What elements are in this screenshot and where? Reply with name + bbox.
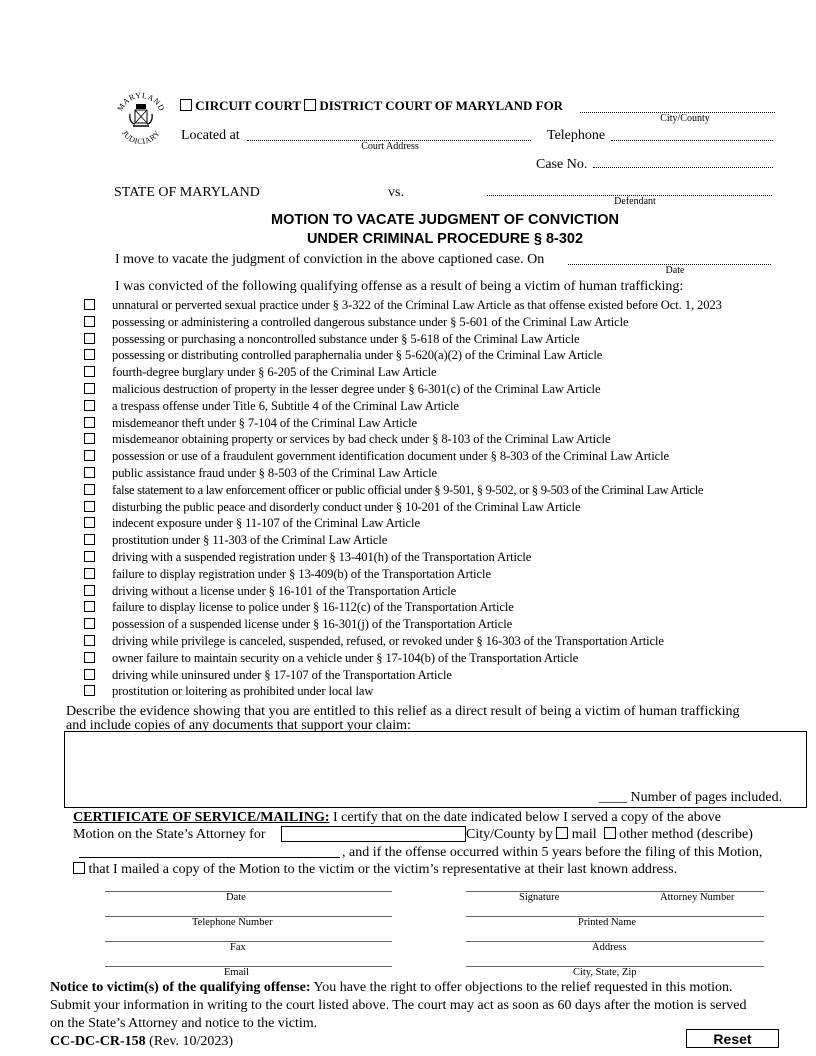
offense-checkbox[interactable] xyxy=(84,467,95,478)
coat-of-arms-icon xyxy=(130,104,152,126)
offense-checkbox[interactable] xyxy=(84,551,95,562)
circuit-court-label: CIRCUIT COURT xyxy=(195,98,301,113)
offense-option[interactable] xyxy=(84,465,437,481)
other-method-description-field[interactable] xyxy=(79,857,340,858)
offense-option[interactable] xyxy=(84,599,514,615)
offense-label: possession or use of a fraudulent government identification document under § 8-303 of the Criminal Law Article xyxy=(112,449,669,463)
defendant-caption: Defendant xyxy=(614,196,656,207)
address-label: Address xyxy=(592,942,627,953)
offense-label: driving with a suspended registration under § 13-401(h) of the Transportation Article xyxy=(112,550,532,564)
court-selection-line xyxy=(180,98,563,114)
district-court-checkbox[interactable] xyxy=(304,99,316,111)
email-label: Email xyxy=(224,967,250,978)
offense-option[interactable] xyxy=(84,667,452,683)
svg-text:MARYLAND xyxy=(116,91,167,113)
offense-checkbox[interactable] xyxy=(84,601,95,612)
fax-line[interactable] xyxy=(105,941,392,942)
offense-checkbox[interactable] xyxy=(84,450,95,461)
offense-checkbox[interactable] xyxy=(84,433,95,444)
offense-label: fourth-degree burglary under § 6-205 of the Criminal Law Article xyxy=(112,365,437,379)
offense-checkbox[interactable] xyxy=(84,635,95,646)
pages-count-blank[interactable]: ____ xyxy=(599,790,627,805)
offense-label: failure to display registration under § 13-409(b) of the Transportation Article xyxy=(112,567,491,581)
offense-label: driving while privilege is canceled, suspended, refused, or revoked under § 16-303 of the Transportation Article xyxy=(112,634,664,648)
offense-checkbox[interactable] xyxy=(84,400,95,411)
offense-checkbox[interactable] xyxy=(84,383,95,394)
certificate-heading: CERTIFICATE OF SERVICE/MAILING: xyxy=(73,810,330,825)
victim-mailed-checkbox[interactable] xyxy=(73,862,85,874)
other-method-label: other method (describe) xyxy=(619,827,753,842)
offense-label: a trespass offense under Title 6, Subtitle 4 of the Criminal Law Article xyxy=(112,399,459,413)
offense-checkbox[interactable] xyxy=(84,316,95,327)
offense-label: prostitution under § 11-303 of the Criminal Law Article xyxy=(112,533,388,547)
convicted-of-text: I was convicted of the following qualifying offense as a result of being a victim of human trafficking: xyxy=(115,279,684,294)
other-method-checkbox[interactable] xyxy=(604,827,616,839)
offense-option[interactable] xyxy=(84,583,456,599)
offense-label: false statement to a law enforcement officer or public official under § 9-501, § 9-502, or § 9-503 of the Criminal Law Article xyxy=(112,483,704,497)
offense-option[interactable] xyxy=(84,549,531,565)
located-at-label: Located at xyxy=(181,128,240,143)
pages-included-label: Number of pages included. xyxy=(630,790,783,805)
offense-label: prostitution or loitering as prohibited under local law xyxy=(112,684,374,698)
offense-option[interactable] xyxy=(84,616,512,632)
offense-option[interactable] xyxy=(84,415,417,431)
offense-label: public assistance fraud under § 8-503 of the Criminal Law Article xyxy=(112,466,438,480)
case-number-field[interactable] xyxy=(593,167,773,168)
certificate-line-2-start: Motion on the State’s Attorney for xyxy=(73,827,266,842)
mail-checkbox[interactable] xyxy=(556,827,568,839)
form-id: CC-DC-CR-158 xyxy=(50,1034,146,1049)
date-signature-line[interactable] xyxy=(105,891,392,892)
notice-line-3: on the State’s Attorney and notice to the victim. xyxy=(50,1016,318,1031)
offense-label: malicious destruction of property in the lesser degree under § 6-301(c) of the Criminal Law Article xyxy=(112,382,601,396)
offense-option[interactable] xyxy=(84,347,602,363)
certificate-line-1 xyxy=(73,810,721,826)
notice-line-2: Submit your information in writing to the court listed above. The court may act as soon as 60 days after the motion is served xyxy=(50,998,747,1013)
offense-checkbox[interactable] xyxy=(84,299,95,310)
state-attorney-city-county-input[interactable] xyxy=(281,826,466,842)
circuit-court-checkbox[interactable] xyxy=(180,99,192,111)
form-title-line-2: UNDER CRIMINAL PROCEDURE § 8-302 xyxy=(306,231,584,247)
offense-label: disturbing the public peace and disorderly conduct under § 10-201 of the Criminal Law Article xyxy=(112,500,581,514)
case-no-label: Case No. xyxy=(536,157,588,172)
vs-label: vs. xyxy=(388,185,404,200)
svg-text:JUDICIARY xyxy=(120,129,162,144)
offense-label: possessing or administering a controlled dangerous substance under § 5-601 of the Criminal Law Article xyxy=(112,315,629,329)
attorney-number-label: Attorney Number xyxy=(660,892,735,903)
offense-option[interactable] xyxy=(84,331,580,347)
offense-label: misdemeanor theft under § 7-104 of the Criminal Law Article xyxy=(112,416,418,430)
conviction-date-caption: Date xyxy=(665,265,685,276)
offense-label: driving without a license under § 16-101 of the Transportation Article xyxy=(112,584,457,598)
offense-option[interactable] xyxy=(84,650,578,666)
fax-label: Fax xyxy=(230,942,246,953)
offense-checkbox[interactable] xyxy=(84,568,95,579)
offense-checkbox[interactable] xyxy=(84,517,95,528)
offense-checkbox[interactable] xyxy=(84,501,95,512)
offense-option[interactable] xyxy=(84,364,437,380)
telephone-label: Telephone xyxy=(547,128,606,143)
offense-checkbox[interactable] xyxy=(84,366,95,377)
offense-option[interactable] xyxy=(84,515,420,531)
move-to-vacate-text: I move to vacate the judgment of conviction in the above captioned case. On xyxy=(115,252,545,267)
offense-option[interactable] xyxy=(84,566,491,582)
offense-label: possession of a suspended license under § 16-301(j) of the Transportation Article xyxy=(112,617,513,631)
offense-label: driving while uninsured under § 17-107 of the Transportation Article xyxy=(112,668,452,682)
evidence-instruction-line-2: and include copies of any documents that support your claim: xyxy=(66,718,411,733)
form-title-line-1: MOTION TO VACATE JUDGMENT OF CONVICTION xyxy=(271,212,619,228)
offense-option[interactable] xyxy=(84,314,629,330)
city-county-caption: City/County xyxy=(660,113,710,124)
offense-option[interactable] xyxy=(84,633,664,649)
offense-checkbox[interactable] xyxy=(84,333,95,344)
printed-name-label: Printed Name xyxy=(578,917,637,928)
certificate-line-3: , and if the offense occurred within 5 years before the filing of this Motion, xyxy=(342,845,763,860)
form-revision: (Rev. 10/2023) xyxy=(149,1034,234,1049)
telephone-number-label: Telephone Number xyxy=(192,917,273,928)
offense-checkbox[interactable] xyxy=(84,534,95,545)
offense-option[interactable] xyxy=(84,683,373,699)
offense-checkbox[interactable] xyxy=(84,652,95,663)
form-footer xyxy=(50,1034,233,1050)
city-state-zip-label: City, State, Zip xyxy=(573,967,637,978)
mail-label: mail xyxy=(571,827,597,842)
offense-checkbox[interactable] xyxy=(84,618,95,629)
notice-heading: Notice to victim(s) of the qualifying offense: xyxy=(50,980,311,995)
offense-option[interactable] xyxy=(84,297,722,313)
signature-label: Signature xyxy=(519,892,560,903)
pages-included-row xyxy=(599,790,782,806)
offense-option[interactable] xyxy=(84,482,703,498)
certificate-line-4 xyxy=(73,862,677,878)
offense-label: unnatural or perverted sexual practice under § 3-322 of the Criminal Law Article as that offense existed before Oct. 1, 2023 xyxy=(112,298,722,312)
offense-checkbox[interactable] xyxy=(84,484,95,495)
offense-option[interactable] xyxy=(84,448,669,464)
evidence-instruction-line-1: Describe the evidence showing that you are entitled to this relief as a direct result of being a victim of human trafficking xyxy=(66,704,740,719)
certificate-text-1: I certify that on the date indicated below I served a copy of the above xyxy=(333,810,721,825)
offense-option[interactable] xyxy=(84,532,387,548)
offense-option[interactable] xyxy=(84,431,610,447)
offense-option[interactable] xyxy=(84,499,580,515)
offense-label: possessing or distributing controlled paraphernalia under § 5-620(a)(2) of the Criminal Law Article xyxy=(112,348,603,362)
offense-label: possessing or purchasing a noncontrolled substance under § 5-618 of the Criminal Law Article xyxy=(112,332,580,346)
offense-checkbox[interactable] xyxy=(84,669,95,680)
certificate-line-2-end xyxy=(466,827,753,843)
notice-line-1 xyxy=(50,980,733,996)
offense-checkbox[interactable] xyxy=(84,417,95,428)
offense-label: failure to display license to police under § 16-112(c) of the Transportation Article xyxy=(112,600,514,614)
notice-text-1: You have the right to offer objections to the relief requested in this motion. xyxy=(313,980,733,995)
victim-mailed-label: that I mailed a copy of the Motion to the victim or the victim’s representative at their last known address. xyxy=(88,862,678,877)
date-label: Date xyxy=(226,892,246,903)
offense-checkbox[interactable] xyxy=(84,349,95,360)
state-of-maryland-label: STATE OF MARYLAND xyxy=(114,185,260,200)
offense-checkbox[interactable] xyxy=(84,685,95,696)
court-address-caption: Court Address xyxy=(361,141,419,152)
offense-label: misdemeanor obtaining property or services by bad check under § 8-103 of the Criminal Law Article xyxy=(112,432,611,446)
offense-label: owner failure to maintain security on a vehicle under § 17-104(b) of the Transportation Article xyxy=(112,651,579,665)
telephone-field[interactable] xyxy=(611,140,773,141)
offense-option[interactable] xyxy=(84,381,600,397)
offense-label: indecent exposure under § 11-107 of the Criminal Law Article xyxy=(112,516,420,530)
seal-top-text: MARYLAND xyxy=(115,90,167,113)
city-county-by-label: City/County by xyxy=(466,827,553,842)
maryland-judiciary-seal xyxy=(113,88,169,144)
district-court-label: DISTRICT COURT OF MARYLAND FOR xyxy=(319,98,564,113)
reset-button[interactable]: Reset xyxy=(686,1029,779,1048)
seal-bottom-text: JUDICIARY xyxy=(120,128,162,144)
offense-option[interactable] xyxy=(84,398,459,414)
offense-checkbox[interactable] xyxy=(84,585,95,596)
